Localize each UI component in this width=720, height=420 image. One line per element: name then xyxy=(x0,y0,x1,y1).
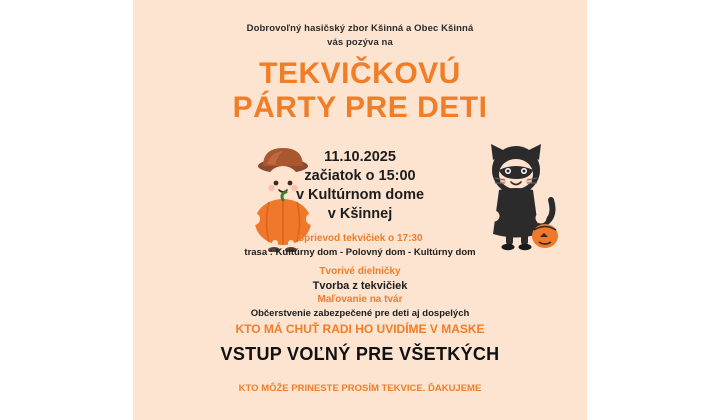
event-when-block xyxy=(133,148,587,224)
parade-route: trasa : Kultúrny dom - Polovný dom - Kultúrny dom xyxy=(244,247,476,258)
workshop-item-1: Tvorba z tekvičiek xyxy=(312,280,408,292)
workshop-item-2: Maľovanie na tvár xyxy=(317,294,403,305)
title-line-1: TEKVIČKOVÚ xyxy=(259,57,461,90)
event-start-time: začiatok o 15:00 xyxy=(304,168,416,184)
organizer-line-2: vás pozýva na xyxy=(327,37,393,48)
mask-invitation-line: KTO MÁ CHUŤ RADI HO UVIDÍME V MASKE xyxy=(235,322,485,336)
organizer-block xyxy=(133,22,587,50)
event-venue-line-2: v Kšinnej xyxy=(327,206,393,222)
organizer-line-1: Dobrovoľný hasičský zbor Kšinná a Obec Kšinná xyxy=(246,23,474,34)
free-entry-line: VSTUP VOĽNÝ PRE VŠETKÝCH xyxy=(220,344,500,364)
poster-canvas xyxy=(133,0,587,420)
workshops-title: Tvorivé dielničky xyxy=(319,266,401,277)
page-title xyxy=(133,57,587,125)
bring-pumpkin-line: KTO MÔŽE PRINESTE PROSÍM TEKVICE. ĎAKUJEME xyxy=(238,383,482,394)
refreshments-note: Občerstvenie zabezpečené pre deti aj dospelých xyxy=(250,308,470,319)
parade-title: Sprievod tekvičiek o 17:30 xyxy=(297,233,423,244)
event-date: 11.10.2025 xyxy=(324,149,396,165)
title-line-2: PÁRTY PRE DETI xyxy=(232,91,488,124)
event-venue-line-1: v Kultúrnom dome xyxy=(295,187,425,203)
program-block xyxy=(133,232,587,321)
